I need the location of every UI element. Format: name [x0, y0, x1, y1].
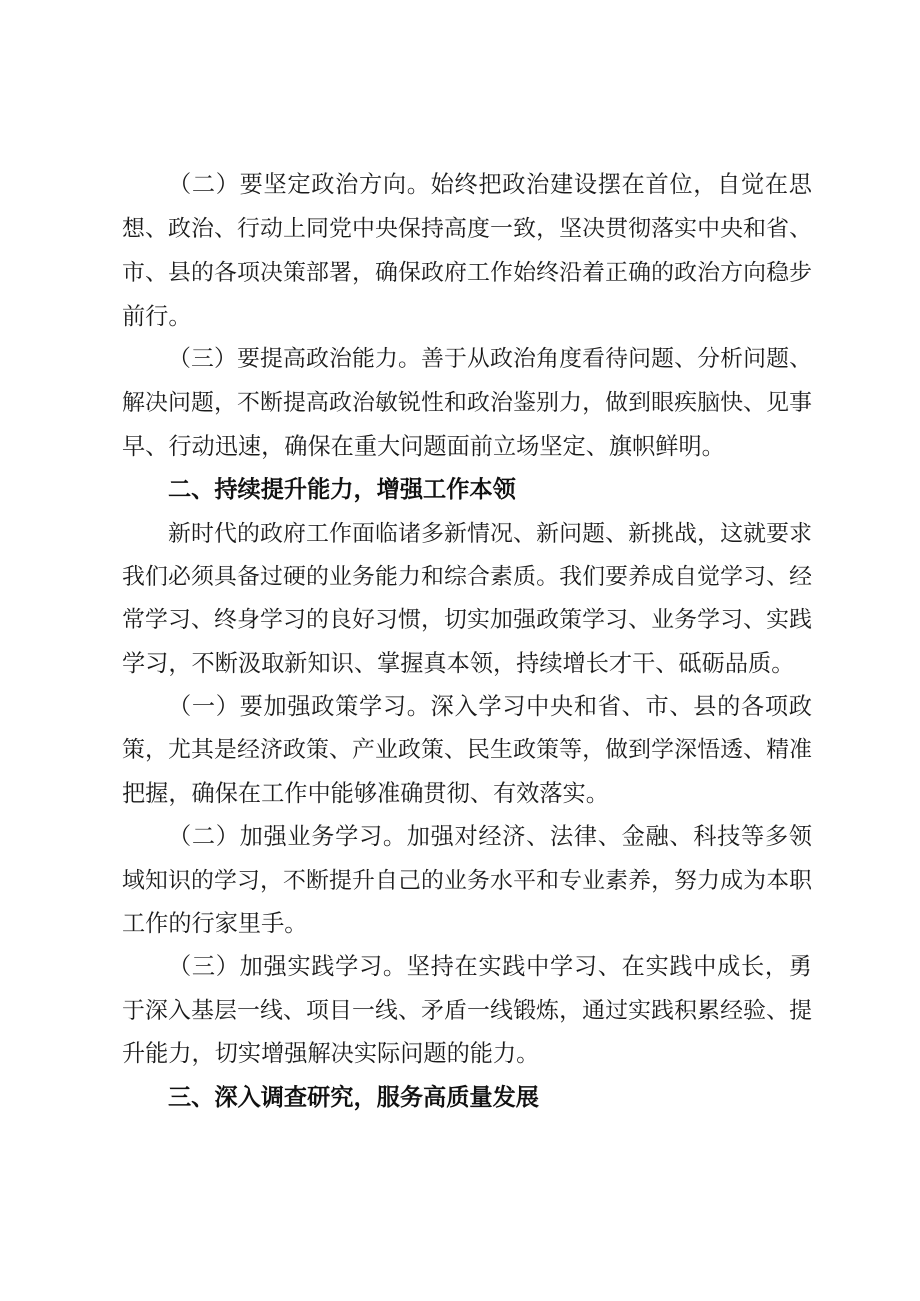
section-heading-2: 二、持续提升能力，增强工作本领	[168, 476, 516, 503]
paragraph-3-line-4: 学习，不断汲取新知识、掌握真本领，持续增长才干、砥砺品质。	[122, 650, 795, 677]
paragraph-5-line-3: 工作的行家里手。	[122, 910, 308, 937]
paragraph-1-line-2: 想、政治、行动上同党中央保持高度一致，坚决贯彻落实中央和省、	[122, 216, 812, 242]
paragraph-3-line-1: 新时代的政府工作面临诸多新情况、新问题、新挑战，这就要求	[168, 521, 812, 547]
paragraph-3-line-2: 我们必须具备过硬的业务能力和综合素质。我们要养成自觉学习、经	[122, 564, 812, 590]
paragraph-4-line-2: 策，尤其是经济政策、产业政策、民生政策等，做到学深悟透、精准	[122, 737, 812, 763]
paragraph-5-line-2: 域知识的学习，不断提升自己的业务水平和专业素养，努力成为本职	[122, 868, 812, 894]
paragraph-6-line-2: 于深入基层一线、项目一线、矛盾一线锻炼，通过实践积累经验、提	[122, 998, 812, 1024]
paragraph-1-line-4: 前行。	[122, 303, 192, 330]
paragraph-5-line-1: （二）加强业务学习。加强对经济、法律、金融、科技等多领	[168, 823, 812, 850]
paragraph-1-line-1: （二）要坚定政治方向。始终把政治建设摆在首位，自觉在思	[168, 171, 812, 198]
paragraph-2-line-2: 解决问题，不断提高政治敏锐性和政治鉴别力，做到眼疾脑快、见事	[122, 390, 812, 416]
paragraph-6-line-3: 升能力，切实增强解决实际问题的能力。	[122, 1040, 540, 1067]
paragraph-3-line-3: 常学习、终身学习的良好习惯，切实加强政策学习、业务学习、实践	[122, 607, 812, 633]
paragraph-1-line-3: 市、县的各项决策部署，确保政府工作始终沿着正确的政治方向稳步	[122, 260, 812, 286]
paragraph-2-line-1: （三）要提高政治能力。善于从政治角度看待问题、分析问题、	[168, 346, 812, 372]
paragraph-6-line-1: （三）加强实践学习。坚持在实践中学习、在实践中成长，勇	[168, 953, 812, 980]
paragraph-4-line-1: （一）要加强政策学习。深入学习中央和省、市、县的各项政	[168, 693, 812, 720]
paragraph-2-line-3: 早、行动迅速，确保在重大问题面前立场坚定、旗帜鲜明。	[122, 433, 725, 460]
section-heading-3: 三、深入调查研究，服务高质量发展	[168, 1084, 539, 1111]
paragraph-4-line-3: 把握，确保在工作中能够准确贯彻、有效落实。	[122, 780, 609, 807]
